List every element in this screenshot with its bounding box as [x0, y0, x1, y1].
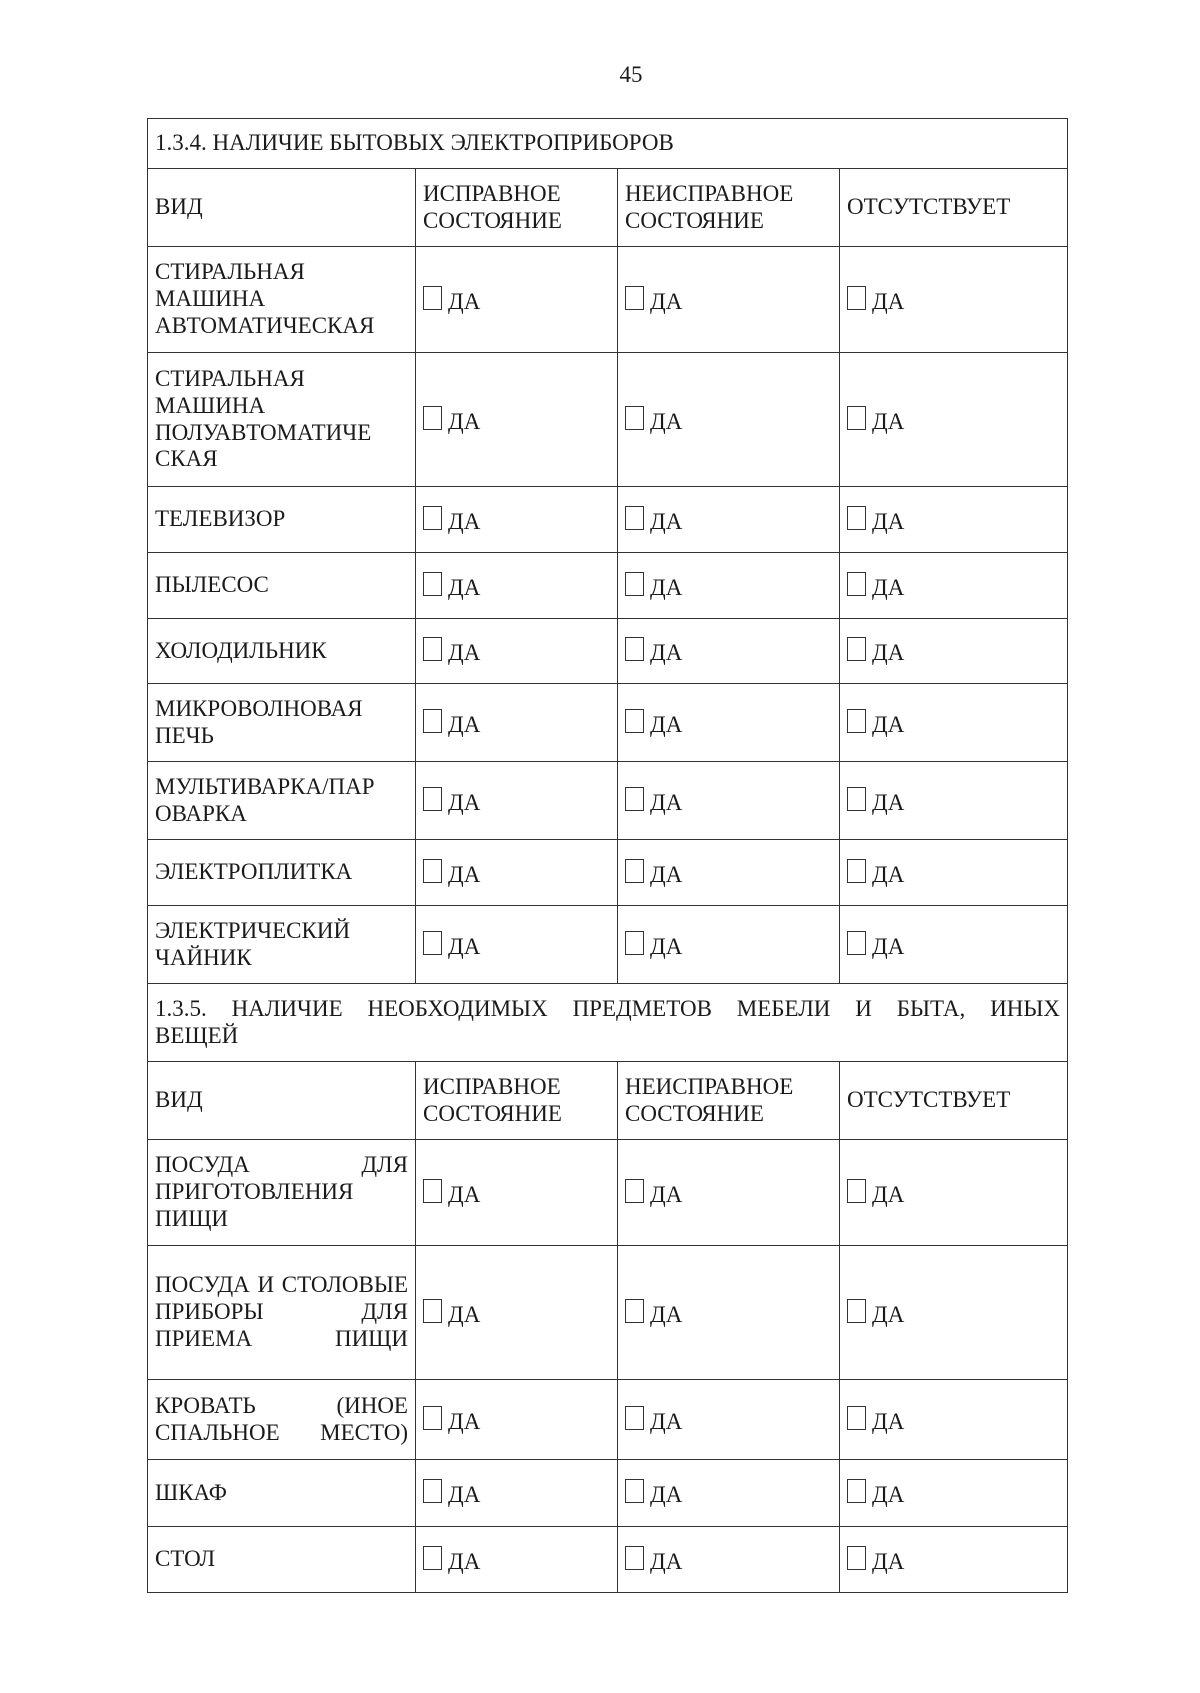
checkbox-icon[interactable] [423, 286, 442, 310]
checkbox-option[interactable] [625, 856, 683, 887]
table-row [148, 487, 1068, 553]
absent-cell [840, 1246, 1068, 1380]
checkbox-label: ДА [872, 1408, 905, 1434]
checkbox-label: ДА [448, 861, 481, 887]
checkbox-icon[interactable] [847, 1546, 866, 1570]
checkbox-option[interactable] [847, 928, 905, 959]
absent-cell [840, 840, 1068, 906]
checkbox-icon[interactable] [625, 1546, 644, 1570]
checkbox-label: ДА [650, 1301, 683, 1327]
absent-cell [840, 247, 1068, 353]
checkbox-label: ДА [650, 408, 683, 434]
broken-cell [618, 684, 840, 762]
table-row [148, 840, 1068, 906]
checkbox-option[interactable] [847, 784, 905, 815]
checkbox-option[interactable] [423, 1543, 481, 1574]
checkbox-option[interactable] [423, 856, 481, 887]
table-row [148, 1380, 1068, 1460]
absent-cell [840, 553, 1068, 619]
item-name: СТИРАЛЬНАЯ МАШИНА ПОЛУАВТОМАТИЧЕ СКАЯ [148, 353, 416, 487]
checkbox-icon[interactable] [423, 1479, 442, 1503]
checkbox-label: ДА [872, 1301, 905, 1327]
item-name: ШКАФ [148, 1460, 416, 1527]
checkbox-option[interactable] [847, 1403, 905, 1434]
working-cell [416, 247, 618, 353]
broken-cell [618, 840, 840, 906]
table-row [148, 553, 1068, 619]
checkbox-icon[interactable] [423, 572, 442, 596]
checkbox-icon[interactable] [847, 406, 866, 430]
checkbox-option[interactable] [625, 706, 683, 737]
table-row [148, 762, 1068, 840]
item-name: ХОЛОДИЛЬНИК [148, 619, 416, 684]
working-cell [416, 684, 618, 762]
header-broken: НЕИСПРАВНОЕ СОСТОЯНИЕ [618, 169, 840, 247]
absent-cell [840, 353, 1068, 487]
checkbox-label: ДА [448, 1408, 481, 1434]
checkbox-label: ДА [650, 1482, 683, 1508]
checkbox-option[interactable] [625, 784, 683, 815]
checkbox-option[interactable] [847, 1176, 905, 1207]
broken-cell [618, 619, 840, 684]
section-title-row [148, 984, 1068, 1062]
checkbox-option[interactable] [847, 283, 905, 314]
broken-cell [618, 1460, 840, 1527]
checkbox-label: ДА [872, 408, 905, 434]
absent-cell [840, 1380, 1068, 1460]
checkbox-icon[interactable] [625, 1479, 644, 1503]
checkbox-option[interactable] [847, 1543, 905, 1574]
checkbox-icon[interactable] [847, 709, 866, 733]
checkbox-label: ДА [650, 1408, 683, 1434]
checkbox-label: ДА [448, 711, 481, 737]
checkbox-option[interactable] [847, 706, 905, 737]
checkbox-option[interactable] [625, 928, 683, 959]
checkbox-label: ДА [448, 288, 481, 314]
checkbox-label: ДА [650, 861, 683, 887]
broken-cell [618, 762, 840, 840]
broken-cell [618, 1246, 840, 1380]
working-cell [416, 619, 618, 684]
checkbox-label: ДА [448, 1482, 481, 1508]
checkbox-label: ДА [448, 408, 481, 434]
checkbox-icon[interactable] [423, 637, 442, 661]
checkbox-option[interactable] [847, 634, 905, 666]
checkbox-label: ДА [872, 1482, 905, 1508]
working-cell [416, 906, 618, 984]
checkbox-label: ДА [872, 640, 905, 666]
checkbox-label: ДА [448, 1548, 481, 1574]
checkbox-label: ДА [872, 508, 905, 534]
absent-cell [840, 1140, 1068, 1246]
checkbox-icon[interactable] [423, 1546, 442, 1570]
checkbox-option[interactable] [423, 569, 481, 600]
checkbox-option[interactable] [625, 283, 683, 314]
checkbox-icon[interactable] [847, 931, 866, 955]
page-number: 45 [619, 62, 643, 87]
item-name: СТОЛ [148, 1527, 416, 1593]
checkbox-icon[interactable] [423, 1299, 442, 1323]
header-row [148, 169, 1068, 247]
checkbox-icon[interactable] [847, 572, 866, 596]
checkbox-label: ДА [650, 574, 683, 600]
checkbox-option[interactable] [847, 503, 905, 534]
checkbox-icon[interactable] [625, 859, 644, 883]
checkbox-icon[interactable] [625, 637, 644, 661]
checkbox-label: ДА [872, 789, 905, 815]
checkbox-icon[interactable] [625, 787, 644, 811]
working-cell [416, 1246, 618, 1380]
checkbox-label: ДА [650, 640, 683, 666]
checkbox-label: ДА [650, 288, 683, 314]
working-cell [416, 487, 618, 553]
table-row [148, 1527, 1068, 1593]
checkbox-option[interactable] [847, 1296, 905, 1327]
checkbox-option[interactable] [423, 1403, 481, 1434]
broken-cell [618, 247, 840, 353]
checkbox-label: ДА [872, 711, 905, 737]
checkbox-option[interactable] [423, 1176, 481, 1207]
checkbox-option[interactable] [423, 1476, 481, 1508]
item-name: ЭЛЕКТРОПЛИТКА [148, 840, 416, 906]
item-name: ТЕЛЕВИЗОР [148, 487, 416, 553]
checkbox-icon[interactable] [625, 1299, 644, 1323]
checkbox-label: ДА [448, 1181, 481, 1207]
table-row [148, 1140, 1068, 1246]
checkbox-label: ДА [650, 933, 683, 959]
header-type: ВИД [148, 169, 416, 247]
checkbox-option[interactable] [625, 1543, 683, 1574]
working-cell [416, 353, 618, 487]
checkbox-icon[interactable] [847, 1299, 866, 1323]
section-title-appliances: 1.3.4. НАЛИЧИЕ БЫТОВЫХ ЭЛЕКТРОПРИБОРОВ [148, 119, 1068, 169]
checkbox-icon[interactable] [423, 1179, 442, 1203]
checkbox-label: ДА [448, 640, 481, 666]
checkbox-icon[interactable] [625, 931, 644, 955]
working-cell [416, 1527, 618, 1593]
checkbox-icon[interactable] [625, 286, 644, 310]
checkbox-label: ДА [650, 711, 683, 737]
header-working: ИСПРАВНОЕ СОСТОЯНИЕ [416, 1062, 618, 1140]
item-name: ПЫЛЕСОС [148, 553, 416, 619]
checkbox-icon[interactable] [847, 787, 866, 811]
checkbox-option[interactable] [625, 1403, 683, 1434]
checkbox-icon[interactable] [423, 859, 442, 883]
checkbox-icon[interactable] [625, 572, 644, 596]
broken-cell [618, 353, 840, 487]
section-title-line1: 1.3.5. НАЛИЧИЕ НЕОБХОДИМЫХ ПРЕДМЕТОВ МЕБЕЛИ И БЫТА, ИНЫХ [155, 995, 1061, 1021]
absent-cell [840, 906, 1068, 984]
absent-cell [840, 1460, 1068, 1527]
checkbox-option[interactable] [423, 634, 481, 666]
working-cell [416, 840, 618, 906]
broken-cell [618, 1380, 840, 1460]
checkbox-option[interactable] [625, 403, 683, 434]
checkbox-option[interactable] [423, 928, 481, 959]
checkbox-option[interactable] [625, 1476, 683, 1508]
header-absent: ОТСУТСТВУЕТ [840, 1062, 1068, 1140]
working-cell [416, 762, 618, 840]
broken-cell [618, 487, 840, 553]
checkbox-label: ДА [872, 861, 905, 887]
broken-cell [618, 1527, 840, 1593]
checkbox-icon[interactable] [847, 859, 866, 883]
checkbox-option[interactable] [847, 1476, 905, 1508]
item-name: ЭЛЕКТРИЧЕСКИЙ ЧАЙНИК [148, 906, 416, 984]
item-name: ПОСУДА И СТОЛОВЫЕ ПРИБОРЫ ДЛЯ ПРИЕМА ПИЩИ [148, 1246, 416, 1380]
checkbox-icon[interactable] [423, 787, 442, 811]
section-title-line2: ВЕЩЕЙ [155, 1022, 239, 1048]
item-name: МИКРОВОЛНОВАЯ ПЕЧЬ [148, 684, 416, 762]
section-title-row [148, 119, 1068, 169]
checkbox-icon[interactable] [847, 286, 866, 310]
checkbox-option[interactable] [423, 784, 481, 815]
section-title-furniture [148, 984, 1068, 1062]
checkbox-icon[interactable] [423, 1406, 442, 1430]
header-row [148, 1062, 1068, 1140]
header-absent: ОТСУТСТВУЕТ [840, 169, 1068, 247]
table-row [148, 684, 1068, 762]
checkbox-icon[interactable] [625, 709, 644, 733]
checkbox-option[interactable] [625, 569, 683, 600]
broken-cell [618, 553, 840, 619]
checkbox-icon[interactable] [423, 506, 442, 530]
item-name: КРОВАТЬ (ИНОЕ СПАЛЬНОЕ МЕСТО) [148, 1380, 416, 1460]
header-broken: НЕИСПРАВНОЕ СОСТОЯНИЕ [618, 1062, 840, 1140]
checkbox-label: ДА [448, 1301, 481, 1327]
absent-cell [840, 1527, 1068, 1593]
table-row [148, 247, 1068, 353]
checkbox-label: ДА [650, 789, 683, 815]
checkbox-option[interactable] [423, 503, 481, 534]
checkbox-icon[interactable] [847, 1179, 866, 1203]
checkbox-icon[interactable] [625, 1179, 644, 1203]
checkbox-option[interactable] [625, 503, 683, 534]
checkbox-icon[interactable] [847, 1406, 866, 1430]
checkbox-icon[interactable] [423, 931, 442, 955]
checkbox-icon[interactable] [847, 637, 866, 661]
checkbox-option[interactable] [625, 1176, 683, 1207]
absent-cell [840, 762, 1068, 840]
table-row [148, 1460, 1068, 1527]
checkbox-label: ДА [872, 1548, 905, 1574]
checkbox-label: ДА [448, 789, 481, 815]
inventory-form-table [147, 118, 1068, 1593]
checkbox-option[interactable] [847, 856, 905, 887]
form-table-body [148, 119, 1068, 1593]
checkbox-label: ДА [448, 933, 481, 959]
item-name: ПОСУДА ДЛЯ ПРИГОТОВЛЕНИЯ ПИЩИ [148, 1140, 416, 1246]
checkbox-label: ДА [448, 574, 481, 600]
checkbox-option[interactable] [847, 403, 905, 434]
working-cell [416, 1140, 618, 1246]
header-working: ИСПРАВНОЕ СОСТОЯНИЕ [416, 169, 618, 247]
checkbox-icon[interactable] [847, 506, 866, 530]
item-name: СТИРАЛЬНАЯ МАШИНА АВТОМАТИЧЕСКАЯ [148, 247, 416, 353]
checkbox-option[interactable] [423, 706, 481, 737]
checkbox-icon[interactable] [847, 1479, 866, 1503]
table-row [148, 1246, 1068, 1380]
checkbox-label: ДА [650, 1181, 683, 1207]
checkbox-option[interactable] [423, 283, 481, 314]
checkbox-option[interactable] [847, 569, 905, 600]
absent-cell [840, 684, 1068, 762]
checkbox-label: ДА [872, 574, 905, 600]
checkbox-option[interactable] [423, 403, 481, 434]
checkbox-icon[interactable] [423, 406, 442, 430]
checkbox-label: ДА [650, 1548, 683, 1574]
checkbox-icon[interactable] [625, 406, 644, 430]
checkbox-label: ДА [872, 1181, 905, 1207]
item-name: МУЛЬТИВАРКА/ПАР ОВАРКА [148, 762, 416, 840]
checkbox-icon[interactable] [625, 506, 644, 530]
absent-cell [840, 487, 1068, 553]
checkbox-option[interactable] [625, 1296, 683, 1327]
table-row [148, 619, 1068, 684]
checkbox-label: ДА [872, 288, 905, 314]
checkbox-option[interactable] [423, 1296, 481, 1327]
checkbox-icon[interactable] [423, 709, 442, 733]
checkbox-icon[interactable] [625, 1406, 644, 1430]
broken-cell [618, 906, 840, 984]
absent-cell [840, 619, 1068, 684]
table-row [148, 906, 1068, 984]
working-cell [416, 1460, 618, 1527]
checkbox-option[interactable] [625, 634, 683, 666]
checkbox-label: ДА [872, 933, 905, 959]
checkbox-label: ДА [650, 508, 683, 534]
broken-cell [618, 1140, 840, 1246]
working-cell [416, 1380, 618, 1460]
table-row [148, 353, 1068, 487]
header-type: ВИД [148, 1062, 416, 1140]
checkbox-label: ДА [448, 508, 481, 534]
working-cell [416, 553, 618, 619]
